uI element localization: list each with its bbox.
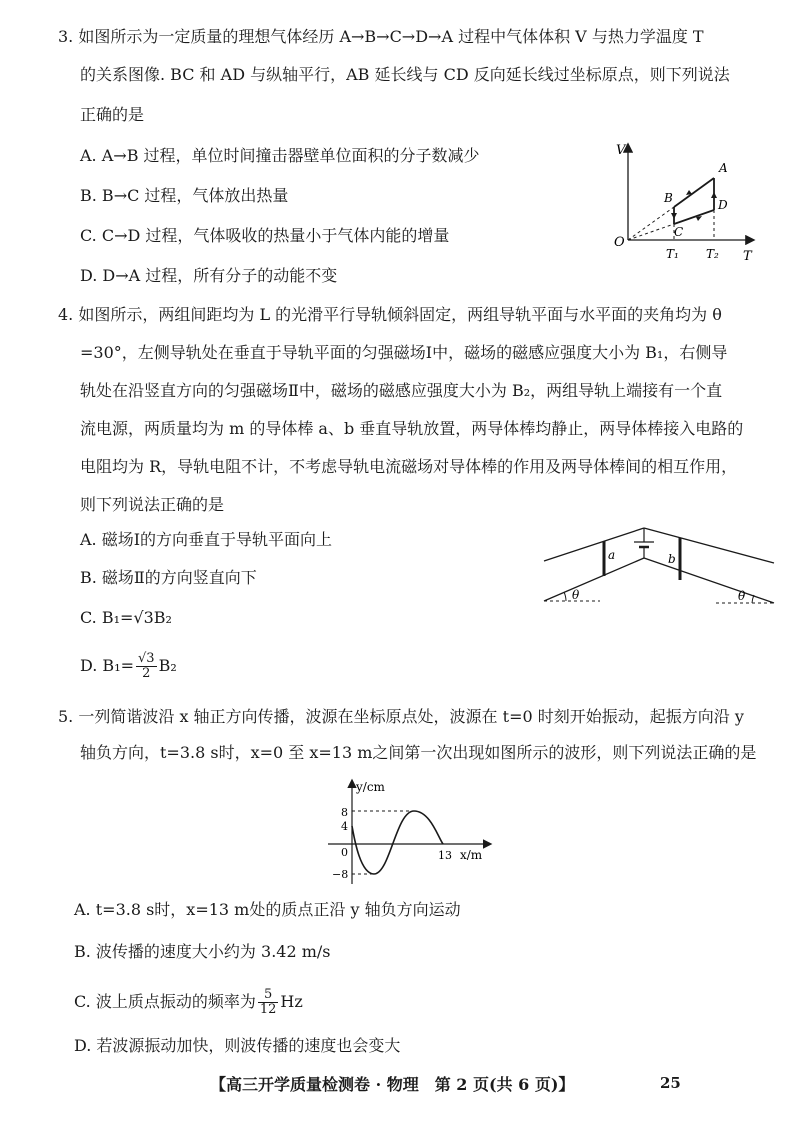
q3-tick-t1: T₁ bbox=[666, 247, 679, 261]
q4-option-c-prefix: C. B₁= bbox=[80, 608, 134, 627]
q5-y-label: y/cm bbox=[356, 780, 385, 794]
q4-option-d-prefix: D. B₁= bbox=[80, 656, 135, 675]
q5-tick-0: 0 bbox=[341, 846, 348, 859]
q5-option-c-den: 12 bbox=[259, 1002, 277, 1017]
q4-option-c bbox=[80, 608, 172, 628]
q5-x-label: x/m bbox=[460, 848, 483, 862]
q4-right-angle-label: θ bbox=[738, 589, 746, 603]
q5-stem-line-1: 5. 一列简谐波沿 x 轴正方向传播，波源在坐标原点处，波源在 t=0 时刻开始振动，起振方向沿 y bbox=[58, 707, 744, 726]
q5-option-d: D. 若波源振动加快，则波传播的速度也会变大 bbox=[74, 1036, 401, 1055]
q4-option-d-den: 2 bbox=[142, 666, 151, 681]
q3-v-label: V bbox=[616, 143, 626, 158]
q4-rod-a-label: a bbox=[608, 548, 616, 562]
q4-left-angle-label: θ bbox=[572, 588, 580, 602]
q4-rod-b-label: b bbox=[668, 552, 676, 566]
q5-tick-8: 8 bbox=[341, 806, 348, 819]
q3-origin-label: O bbox=[614, 235, 625, 250]
q3-point-c: C bbox=[674, 225, 684, 239]
q5-wave-graph bbox=[318, 777, 498, 887]
q4-option-a: A. 磁场Ⅰ的方向垂直于导轨平面向上 bbox=[80, 530, 333, 549]
q4-stem-line-1: 4. 如图所示，两组间距均为 L 的光滑平行导轨倾斜固定，两组导轨平面与水平面的夹角均为 θ bbox=[58, 305, 722, 324]
q4-option-d bbox=[80, 652, 177, 681]
q4-right-lower-rail bbox=[644, 558, 774, 603]
q3-option-b: B. B→C 过程，气体放出热量 bbox=[80, 186, 289, 205]
q4-stem-line-5: 电阻均为 R，导轨电阻不计，不考虑导轨电流磁场对导体棒的作用及两导体棒间的相互作用， bbox=[80, 457, 738, 476]
q4-right-angle-arc bbox=[752, 595, 754, 603]
q3-ab-line bbox=[674, 178, 714, 207]
q4-left-angle-arc bbox=[564, 592, 566, 601]
q5-tick-4: 4 bbox=[341, 820, 348, 833]
page-footer: 【高三开学质量检测卷 · 物理 第 2 页(共 6 页)】 bbox=[210, 1075, 575, 1094]
q3-tick-t2: T₂ bbox=[706, 247, 719, 261]
q4-stem-line-2: =30°，左侧导轨处在垂直于导轨平面的匀强磁场Ⅰ中，磁场的磁感应强度大小为 B₁，右侧导 bbox=[80, 343, 728, 362]
q3-stem-line-2: 的关系图像. BC 和 AD 与纵轴平行，AB 延长线与 CD 反向延长线过坐标原点，则下列说法 bbox=[80, 65, 730, 84]
q4-stem-line-4: 流电源，两质量均为 m 的导体棒 a、b 垂直导轨放置，两导体棒均静止，两导体棒接入电路的 bbox=[80, 419, 744, 438]
q3-option-a: A. A→B 过程，单位时间撞击器壁单位面积的分子数减少 bbox=[80, 146, 480, 165]
q4-right-upper-rail bbox=[644, 528, 774, 563]
q4-option-d-num: √3 bbox=[138, 651, 155, 666]
q3-da-arrow bbox=[711, 192, 717, 198]
q3-ob-dashed bbox=[628, 207, 674, 240]
q3-stem-line-1: 3. 如图所示为一定质量的理想气体经历 A→B→C→D→A 过程中气体体积 V 与热力学温度 T bbox=[58, 27, 704, 46]
q3-option-d: D. D→A 过程，所有分子的动能不变 bbox=[80, 266, 338, 285]
q3-option-c: C. C→D 过程，气体吸收的热量小于气体内能的增量 bbox=[80, 226, 450, 245]
q5-tick-neg8: −8 bbox=[332, 868, 349, 881]
q3-cd-line bbox=[674, 210, 714, 224]
q5-option-a: A. t=3.8 s时，x=13 m处的质点正沿 y 轴负方向运动 bbox=[74, 900, 461, 919]
q5-option-c-prefix: C. 波上质点振动的频率为 bbox=[74, 992, 256, 1011]
q4-left-lower-rail bbox=[544, 558, 644, 601]
q3-point-a: A bbox=[719, 161, 728, 175]
q4-option-d-fraction bbox=[136, 652, 157, 681]
q5-option-c-suffix: Hz bbox=[280, 992, 303, 1011]
q5-waveform bbox=[352, 811, 443, 874]
q4-option-c-body: √3B₂ bbox=[133, 608, 172, 627]
q3-point-d: D bbox=[718, 198, 728, 212]
q3-bc-arrow bbox=[671, 213, 677, 219]
q3-oc-dashed bbox=[628, 224, 674, 240]
q3-stem-line-3: 正确的是 bbox=[80, 105, 145, 124]
q5-option-c-num: 5 bbox=[258, 988, 279, 1003]
q5-option-c-fraction bbox=[258, 988, 279, 1017]
q4-stem-line-3: 轨处在沿竖直方向的匀强磁场Ⅱ中，磁场的磁感应强度大小为 B₂，两组导轨上端接有一个直 bbox=[80, 381, 723, 400]
q3-point-b: B bbox=[664, 191, 673, 205]
q5-option-c bbox=[74, 988, 303, 1017]
q4-rails-diagram bbox=[540, 525, 780, 615]
q5-stem-line-2: 轴负方向，t=3.8 s时，x=0 至 x=13 m之间第一次出现如图所示的波形，则下列说法正确的是 bbox=[80, 743, 757, 762]
q4-option-d-suffix: B₂ bbox=[158, 656, 177, 675]
q5-option-b: B. 波传播的速度大小约为 3.42 m/s bbox=[74, 942, 331, 961]
page-corner-number: 25 bbox=[660, 1074, 681, 1092]
q4-left-upper-rail bbox=[544, 528, 644, 561]
q3-t-label: T bbox=[743, 249, 752, 264]
q4-option-b: B. 磁场Ⅱ的方向竖直向下 bbox=[80, 568, 257, 587]
q5-tick-13: 13 bbox=[438, 849, 452, 862]
q4-stem-line-6: 则下列说法正确的是 bbox=[80, 495, 225, 514]
q3-vt-graph bbox=[608, 140, 758, 270]
